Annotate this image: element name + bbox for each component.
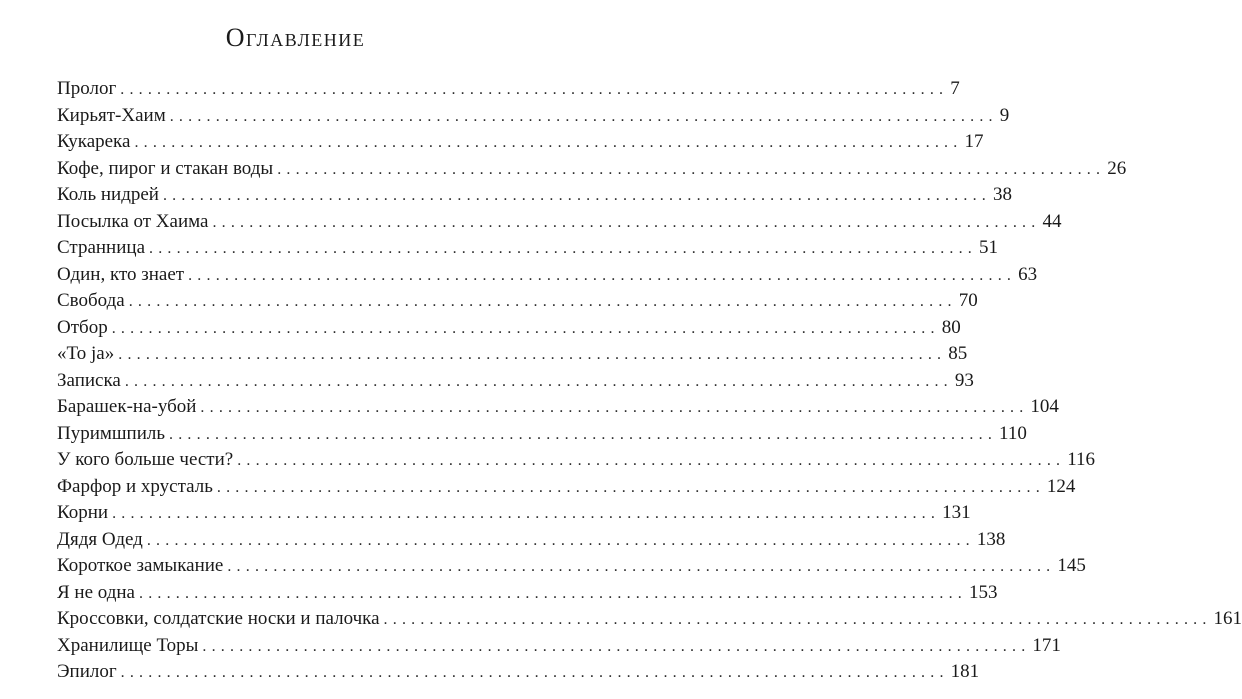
- dot-leader: ..........................................................................................: [149, 240, 977, 257]
- toc-entry[interactable]: [57, 421, 1027, 448]
- toc-entry[interactable]: [57, 103, 1010, 130]
- toc-entry[interactable]: [57, 209, 1062, 236]
- toc-entry-title: Один, кто знает: [57, 263, 185, 285]
- toc-entry-title: Корни: [57, 502, 109, 523]
- page-title: Оглавление: [225, 23, 366, 52]
- dot-leader: ..........................................................................................: [112, 505, 941, 522]
- toc-entry-page-number: 7: [950, 78, 960, 99]
- toc-entry-title: Записка: [57, 369, 121, 391]
- dot-leader: ..........................................................................................: [188, 266, 1017, 284]
- toc-entry-title: Коль нидрей: [57, 184, 159, 205]
- toc-entry[interactable]: [57, 315, 961, 342]
- toc-entry-page-number: 38: [992, 184, 1012, 205]
- toc-entry-title: Дядя Одед: [57, 528, 143, 550]
- toc-entry-title: Я не одна: [57, 581, 135, 603]
- dot-leader: ..........................................................................................: [169, 425, 998, 443]
- toc-entry[interactable]: [57, 447, 1096, 474]
- toc-entry-page-number: 9: [999, 104, 1010, 126]
- toc-entry-title: У кого больше чести?: [57, 449, 234, 470]
- toc-entry[interactable]: [57, 500, 971, 527]
- toc-entry-page-number: 161: [1213, 608, 1242, 629]
- toc-entry-page-number: 70: [958, 290, 978, 311]
- toc-entry[interactable]: [57, 262, 1038, 289]
- toc-entry[interactable]: [57, 182, 1012, 209]
- toc-entry-page-number: 110: [999, 422, 1027, 444]
- toc-entry-title: Кирьят-Хаим: [57, 104, 166, 126]
- toc-entry[interactable]: [57, 394, 1059, 421]
- dot-leader: ..........................................................................................: [202, 637, 1031, 655]
- toc-entry-title: Хранилище Торы: [57, 634, 199, 656]
- toc-entry[interactable]: [57, 341, 968, 368]
- toc-entry-page-number: 44: [1042, 210, 1062, 232]
- toc-entry[interactable]: [57, 368, 974, 395]
- toc-entry[interactable]: [57, 659, 980, 686]
- table-of-contents: [57, 76, 1242, 686]
- dot-leader: ..........................................................................................: [134, 134, 963, 151]
- toc-entry[interactable]: [57, 288, 978, 315]
- toc-entry-page-number: 138: [976, 528, 1006, 550]
- toc-entry-page-number: 51: [979, 237, 998, 258]
- toc-entry[interactable]: [57, 553, 1086, 580]
- toc-entry-page-number: 181: [950, 661, 980, 682]
- dot-leader: ..........................................................................................: [111, 319, 940, 337]
- toc-entry-title: Кроссовки, солдатские носки и палочка: [57, 608, 380, 629]
- dot-leader: ..........................................................................................: [277, 160, 1106, 178]
- toc-entry[interactable]: [57, 580, 998, 607]
- toc-entry-title: Свобода: [57, 290, 125, 311]
- toc-entry-title: Посылка от Хаима: [57, 210, 209, 232]
- dot-leader: ..........................................................................................: [237, 452, 1066, 469]
- toc-entry-title: Отбор: [57, 316, 108, 338]
- dot-leader: ..........................................................................................: [139, 584, 967, 602]
- toc-entry[interactable]: [57, 527, 1006, 554]
- toc-entry-page-number: 145: [1057, 555, 1086, 576]
- toc-entry-page-number: 116: [1067, 449, 1096, 470]
- toc-entry-page-number: 131: [942, 502, 971, 523]
- dot-leader: ..........................................................................................: [120, 81, 949, 98]
- dot-leader: ..........................................................................................: [124, 372, 953, 390]
- toc-entry[interactable]: [57, 129, 984, 156]
- toc-entry-page-number: 124: [1046, 475, 1076, 497]
- toc-entry-title: Кофе, пирог и стакан воды: [57, 157, 274, 179]
- toc-entry-page-number: 104: [1030, 396, 1059, 417]
- dot-leader: ..........................................................................................: [216, 478, 1045, 496]
- dot-leader: ..........................................................................................: [146, 531, 975, 549]
- toc-entry-page-number: 17: [964, 131, 984, 152]
- dot-leader: ..........................................................................................: [162, 187, 991, 204]
- dot-leader: ..........................................................................................: [212, 213, 1041, 231]
- dot-leader: ..........................................................................................: [118, 346, 947, 363]
- toc-entry[interactable]: [57, 606, 1242, 633]
- dot-leader: ..........................................................................................: [200, 399, 1029, 416]
- toc-entry-title: Кукарека: [57, 131, 131, 152]
- toc-entry[interactable]: [57, 474, 1076, 501]
- toc-entry[interactable]: [57, 156, 1127, 183]
- toc-entry-page-number: 85: [948, 343, 968, 364]
- toc-entry-title: «To ja»: [57, 343, 115, 364]
- toc-entry-page-number: 93: [954, 369, 974, 391]
- toc-entry-title: Странница: [57, 237, 145, 258]
- toc-entry-page-number: 153: [969, 581, 998, 603]
- toc-entry-page-number: 26: [1107, 157, 1127, 179]
- toc-entry-title: Короткое замыкание: [57, 555, 224, 576]
- dot-leader: ..........................................................................................: [128, 293, 957, 310]
- toc-entry-page-number: 80: [941, 316, 961, 338]
- toc-entry-title: Пуримшпиль: [57, 422, 166, 444]
- toc-entry-title: Эпилог: [57, 661, 117, 682]
- dot-leader: ..........................................................................................: [120, 664, 949, 681]
- toc-entry-page-number: 171: [1032, 634, 1061, 656]
- toc-entry-title: Барашек-на-убой: [57, 396, 197, 417]
- toc-entry[interactable]: [57, 76, 960, 103]
- dot-leader: ..........................................................................................: [227, 558, 1056, 575]
- toc-entry-title: Пролог: [57, 78, 117, 99]
- toc-entry-title: Фарфор и хрусталь: [57, 475, 213, 497]
- dot-leader: ..........................................................................................: [383, 611, 1212, 628]
- toc-entry[interactable]: [57, 235, 998, 262]
- toc-entry-page-number: 63: [1018, 263, 1038, 285]
- toc-entry[interactable]: [57, 633, 1061, 660]
- dot-leader: ..........................................................................................: [169, 107, 998, 125]
